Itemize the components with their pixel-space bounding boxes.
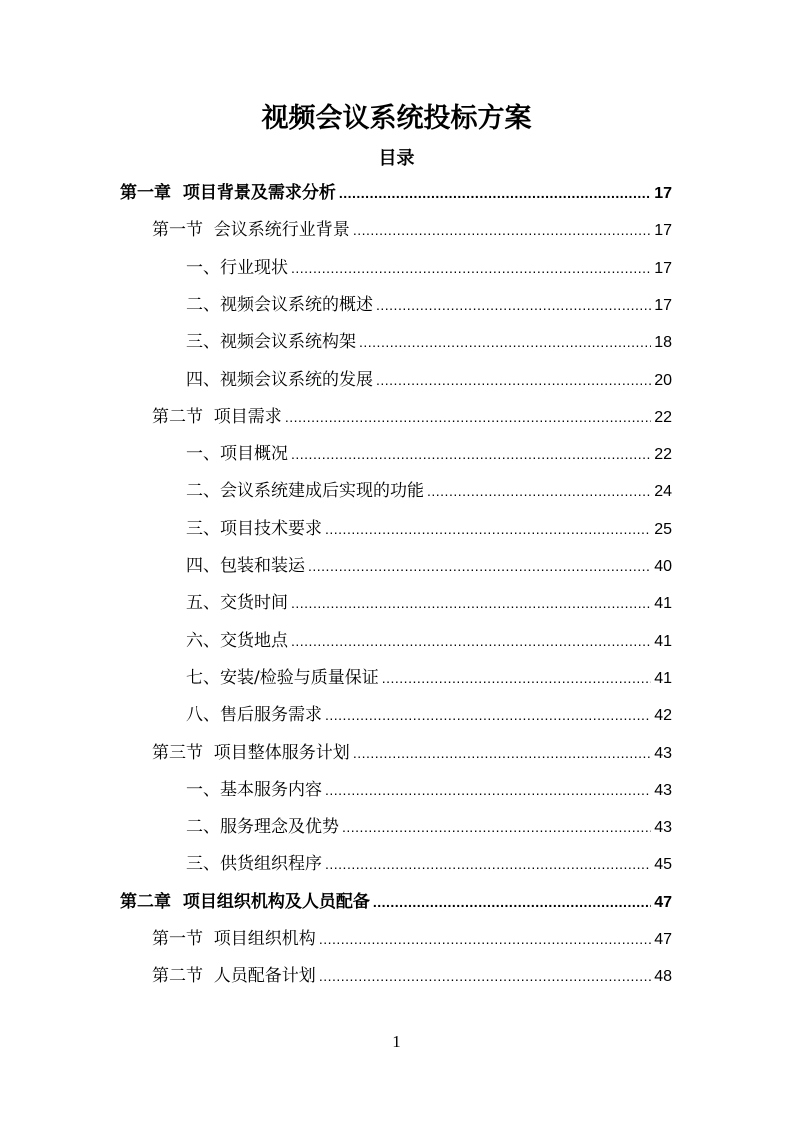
toc-entry[interactable] bbox=[186, 846, 672, 882]
toc-entry-label: 第一章 项目背景及需求分析 bbox=[120, 183, 336, 203]
toc-entry[interactable] bbox=[186, 772, 672, 808]
toc-entry-page: 22 bbox=[654, 408, 672, 426]
toc-entry-page: 47 bbox=[654, 931, 672, 948]
toc-leader-dots bbox=[373, 884, 651, 920]
toc-entry-label: 一、基本服务内容 bbox=[186, 779, 322, 800]
toc-entry[interactable] bbox=[186, 511, 672, 547]
toc-entry-label: 二、视频会议系统的概述 bbox=[186, 294, 373, 315]
toc-entry-page: 25 bbox=[654, 520, 672, 538]
toc-entry-label: 第二节 人员配备计划 bbox=[152, 966, 316, 987]
toc-entry-label: 三、视频会议系统构架 bbox=[186, 332, 356, 353]
toc-leader-dots bbox=[285, 399, 651, 435]
toc-leader-dots bbox=[291, 436, 651, 472]
toc-entry[interactable] bbox=[186, 362, 672, 398]
toc-entry[interactable] bbox=[186, 809, 672, 845]
toc-entry-page: 20 bbox=[654, 371, 672, 389]
toc-entry-page: 41 bbox=[654, 595, 672, 613]
toc-leader-dots bbox=[339, 175, 651, 211]
toc-leader-dots bbox=[342, 809, 651, 845]
toc-entry-label: 第二节 项目需求 bbox=[152, 406, 282, 427]
toc-entry-label: 一、项目概况 bbox=[186, 444, 288, 465]
toc-entry[interactable] bbox=[120, 175, 672, 211]
page-number: 1 bbox=[392, 1032, 401, 1051]
toc-leader-dots bbox=[291, 250, 651, 286]
toc-leader-dots bbox=[325, 511, 651, 547]
toc-entry-label: 六、交货地点 bbox=[186, 630, 288, 651]
toc-entry-label: 四、视频会议系统的发展 bbox=[186, 369, 373, 390]
toc-entry[interactable] bbox=[186, 548, 672, 584]
toc-entry[interactable] bbox=[186, 324, 672, 360]
toc-entry-label: 四、包装和装运 bbox=[186, 556, 305, 576]
toc-heading: 目录 bbox=[378, 148, 415, 169]
toc-leader-dots bbox=[325, 697, 651, 733]
toc-entry[interactable] bbox=[186, 250, 672, 286]
toc-entry[interactable] bbox=[152, 921, 672, 957]
toc-entry[interactable] bbox=[152, 735, 672, 771]
toc-entry-label: 第二章 项目组织机构及人员配备 bbox=[120, 891, 370, 912]
toc-entry-page: 40 bbox=[654, 558, 672, 575]
toc-entry-label: 第一节 会议系统行业背景 bbox=[152, 220, 350, 241]
toc-entry-label: 三、供货组织程序 bbox=[186, 854, 322, 875]
toc-leader-dots bbox=[291, 623, 651, 659]
toc-entry-label: 八、售后服务需求 bbox=[186, 705, 322, 726]
toc-entry-page: 41 bbox=[654, 669, 672, 687]
toc-leader-dots bbox=[325, 772, 651, 808]
toc-leader-dots bbox=[353, 212, 651, 248]
document-title: 视频会议系统投标方案 bbox=[261, 103, 532, 134]
toc-leader-dots bbox=[427, 473, 651, 509]
toc-entry-page: 48 bbox=[654, 968, 672, 986]
toc-entry-page: 41 bbox=[654, 632, 672, 650]
toc-entry[interactable] bbox=[152, 399, 672, 435]
toc-leader-dots bbox=[376, 362, 651, 398]
toc-entry-page: 47 bbox=[654, 893, 672, 911]
toc-leader-dots bbox=[319, 958, 651, 994]
toc-leader-dots bbox=[325, 846, 651, 882]
toc-entry-label: 五、交货时间 bbox=[186, 593, 288, 614]
toc-entry-page: 17 bbox=[654, 296, 672, 314]
toc-leader-dots bbox=[353, 735, 651, 771]
toc-entry[interactable] bbox=[120, 884, 672, 920]
toc-entry[interactable] bbox=[152, 958, 672, 994]
toc-leader-dots bbox=[376, 287, 651, 323]
toc-entry-label: 第一节 项目组织机构 bbox=[152, 929, 316, 949]
toc-entry-page: 17 bbox=[654, 185, 672, 202]
toc-entry-page: 18 bbox=[654, 334, 672, 352]
toc-leader-dots bbox=[308, 548, 651, 584]
toc-entry-page: 17 bbox=[654, 222, 672, 240]
toc-entry-label: 一、行业现状 bbox=[186, 257, 288, 278]
toc-entry-label: 三、项目技术要求 bbox=[186, 518, 322, 539]
toc-entry-label: 二、服务理念及优势 bbox=[186, 817, 339, 838]
toc-entry[interactable] bbox=[186, 623, 672, 659]
toc-leader-dots bbox=[319, 921, 651, 957]
toc-entry-label: 第三节 项目整体服务计划 bbox=[152, 742, 350, 763]
toc-entry[interactable] bbox=[186, 436, 672, 472]
toc-leader-dots bbox=[291, 585, 651, 621]
toc-entry[interactable] bbox=[152, 212, 672, 248]
toc-entry[interactable] bbox=[186, 697, 672, 733]
toc-entry-page: 43 bbox=[654, 744, 672, 762]
toc-entry-page: 24 bbox=[654, 483, 672, 501]
toc-entry-label: 二、会议系统建成后实现的功能 bbox=[186, 481, 424, 502]
toc-entry[interactable] bbox=[186, 473, 672, 509]
toc-leader-dots bbox=[382, 660, 651, 696]
toc-entry-page: 17 bbox=[654, 259, 672, 277]
toc-entry-page: 22 bbox=[654, 446, 672, 464]
toc-entry-page: 42 bbox=[654, 707, 672, 725]
toc-entry-page: 43 bbox=[654, 781, 672, 799]
toc-leader-dots bbox=[359, 324, 651, 360]
toc-entry-page: 43 bbox=[654, 819, 672, 837]
toc-entry-label: 七、安装/检验与质量保证 bbox=[186, 667, 379, 688]
toc-entry[interactable] bbox=[186, 660, 672, 696]
toc-entry[interactable] bbox=[186, 287, 672, 323]
toc-entry[interactable] bbox=[186, 585, 672, 621]
toc-entry-page: 45 bbox=[654, 856, 672, 874]
